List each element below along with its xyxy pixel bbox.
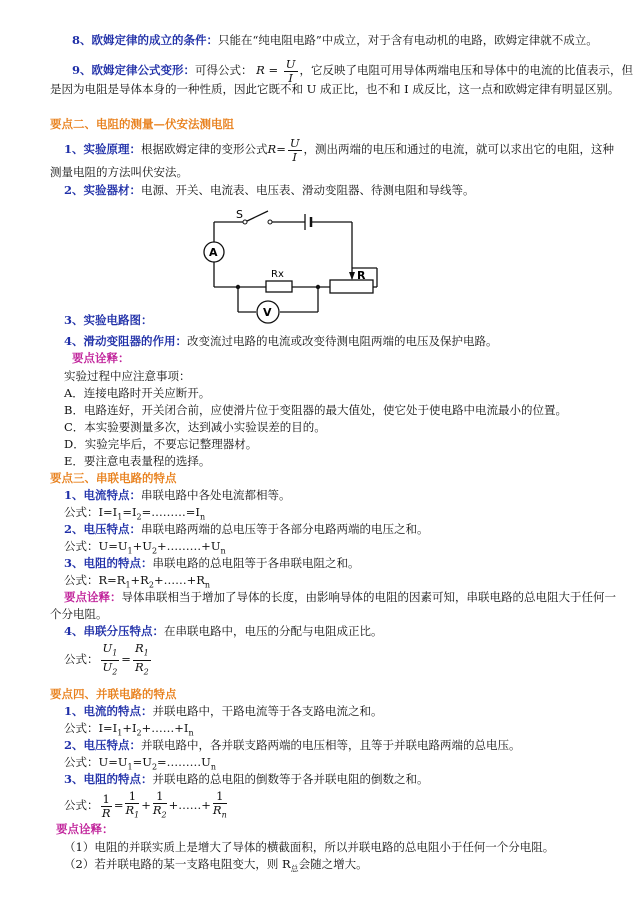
p3-item-4 [64,623,383,639]
junction-dot [316,285,320,289]
p4-item-2-text: 并联电路中，各并联支路两端的电压相等，且等于并联电路两端的总电压。 [141,738,521,752]
p4-item-1-title: 电流的特点 [83,704,142,718]
p2-note-0: 实验过程中应注意事项： [64,369,191,383]
formula-part: +………+U [157,539,221,553]
p4-item-3-title: 电阻的特点 [83,772,142,786]
p3-note-text: 导体串联相当于增加了导体的长度，由影响导体的电阻的因素可知，串联电路的总电阻大于任何一 [121,590,616,604]
p3-item-4-colon: ： [152,624,165,638]
p3-item-1-colon: ： [129,488,142,502]
resistor-rx [266,281,292,292]
p2-item-2-title: 实验器材 [83,183,130,197]
item-9-num: 9、 [72,63,92,77]
formula-part: +R [130,573,149,587]
p3-item-1-num: 1、 [64,488,84,502]
formula-sub: 1 [127,546,133,556]
p2-item-4 [64,333,498,349]
voltmeter-circle [257,301,279,323]
formula-sub: 1 [127,762,133,772]
formula-sub: n [188,728,194,738]
numerator: 1 [102,791,110,806]
p3-item-3-text: 串联电路的总电阻等于各串联电阻之和。 [152,556,360,570]
item-9-colon: ： [183,63,196,77]
numerator-u: U [285,56,296,71]
formula-sub: n [221,810,227,820]
denominator [133,661,151,678]
p2-item-1-pre: 根据欧姆定律的变形公式 [141,142,268,156]
note-text: （2）若并联电路的某一支路电阻变大，则 R [64,857,291,871]
p4-item-3-text: 并联电路的总电阻的倒数等于各并联电阻的倒数之和。 [152,772,429,786]
formula-sub: 1 [117,728,123,738]
p3-item-2-num: 2、 [64,522,84,536]
p4-note-label: 要点诠释： [56,822,114,836]
formula-prefix: 公式： [64,798,99,812]
formula-part: =………U [157,755,211,769]
formula-sub: 1 [125,580,131,590]
p2-item-1-colon: ： [129,142,142,156]
formula-prefix: 公式： [64,652,99,666]
formula-part: 公式：U=U [64,539,128,553]
fraction-1-over-rn [213,790,227,821]
denominator [125,804,139,821]
p4-item-1-text: 并联电路中，干路电流等于各支路电流之和。 [152,704,383,718]
formula-part: 公式：I=I [64,505,118,519]
numerator-u: U [289,135,300,150]
section-4-heading: 要点四、并联电路的特点 [50,687,177,701]
formula-sub: n [220,546,226,556]
rheostat-r [330,280,373,293]
p3-item-2-title: 电压特点 [83,522,130,536]
p3-item-2 [64,521,429,537]
formula-sub: 1 [112,648,118,658]
formula-sub: 2 [151,762,158,772]
section-3-heading: 要点三、串联电路的特点 [50,471,177,485]
formula-eq: = [121,652,131,666]
ammeter-label: A [209,246,218,259]
numerator: 1 [125,790,139,804]
p2-item-4-num: 4、 [64,334,84,348]
fraction-1-over-r [101,793,112,820]
p3-item-1 [64,487,291,503]
p2-note-label: 要点诠释： [72,351,130,365]
formula-sub: 2 [151,546,158,556]
formula-sub: 总 [290,864,299,874]
denominator [153,804,167,821]
fraction-r1-r2 [133,642,151,678]
p2-note-3: C．本实验要测量多次，达到减小实验误差的目的。 [64,420,326,434]
p2-note-4: D．实验完毕后，不要忘记整理器材。 [64,437,258,451]
p3-item-4-text: 在串联电路中，电压的分配与电阻成正比。 [164,624,383,638]
p3-note-line2: 个分电阻。 [50,607,108,621]
junction-dot [236,285,240,289]
section-2-heading: 要点二、电阻的测量—伏安法测电阻 [50,117,234,131]
voltmeter-label: V [263,306,272,319]
denominator [101,661,120,678]
formula-eq: = [268,63,279,77]
item-8-text: 只能在“纯电阻电路”中成立，对于含有电动机的电路，欧姆定律就不成立。 [218,33,598,47]
p4-item-2 [64,737,521,753]
p2-item-2 [64,182,475,198]
p4-item-2-colon: ： [129,738,142,752]
formula-sub: 1 [117,512,123,522]
symbol: U [102,659,113,674]
p4-item-1-colon: ： [141,704,153,718]
p2-item-3 [64,312,153,328]
item-9-pre: 可得公式： [195,63,253,77]
formula-dots: +……+ [168,798,211,812]
formula-part: 公式：R=R [64,573,126,587]
formula-r: R [267,142,277,156]
formula-u-over-i [288,137,302,164]
formula-sub: n [210,762,217,772]
p3-item-3-num: 3、 [64,556,84,570]
fraction-u1-u2 [101,642,120,678]
p3-item-2-text: 串联电路两端的总电压等于各部分电路两端的电压之和。 [141,522,429,536]
p2-note-5: E．要注意电表量程的选择。 [64,454,211,468]
denominator-i: I [292,149,297,164]
formula-r: R [256,63,265,77]
p3-item-3-title: 电阻的特点 [83,556,142,570]
p4-formula-3 [64,788,229,822]
formula-sub: 2 [136,512,142,522]
symbol: U [102,641,113,656]
p2-item-1-num: 1、 [64,142,84,156]
numerator [101,642,120,660]
formula-sub: n [204,580,211,590]
formula-part: =U [132,755,152,769]
p3-item-3 [64,555,360,571]
symbol: R [125,803,135,818]
item-9-line2: 是因为电阻是导体本身的一种性质，因此它既不和 U 成正比，也不和 I 成反比，这一点和欧姆定律有明显区别。 [50,82,620,96]
p3-formula-4 [64,642,153,678]
formula-sub: 1 [143,648,149,658]
symbol: R [152,803,162,818]
formula-part: +I [122,721,137,735]
fraction-1-over-r2 [153,790,167,821]
formula-sub: 2 [136,728,142,738]
p2-item-2-text: 电源、开关、电流表、电压表、滑动变阻器、待测电阻和导线等。 [141,183,475,197]
formula-sub: n [199,512,206,522]
denominator [213,804,227,821]
switch-label: S [236,208,243,221]
p2-item-4-title: 滑动变阻器的作用 [83,334,176,348]
p2-item-2-colon: ： [129,183,142,197]
item-8-num: 8、 [72,33,92,47]
p3-item-4-title: 串联分压特点 [83,624,153,638]
p2-item-1-post: ，测出两端的电压和通过的电流，就可以求出它的电阻，这种 [303,142,615,156]
formula-part: 公式：I=I [64,721,118,735]
formula-part: +……+I [141,721,189,735]
fraction-1-over-r1 [125,790,139,821]
p4-note-1: （1）电阻的并联实质上是增大了导体的横截面积，所以并联电路的总电阻小于任何一个分电阻。 [64,840,555,854]
p3-item-4-num: 4、 [64,624,84,638]
p3-note-label: 要点诠释： [64,590,122,604]
p3-note [64,589,616,605]
p4-item-2-num: 2、 [64,738,84,752]
p2-item-3-colon: ： [141,313,153,327]
numerator [133,642,151,660]
symbol: R [134,641,144,656]
ammeter-circle [204,242,224,262]
p2-item-3-num: 3、 [64,313,84,327]
formula-sub: 2 [161,810,167,820]
switch-blade [245,211,268,222]
formula-part: +……+R [153,573,205,587]
denominator: R [101,805,111,820]
p3-item-1-text: 串联电路中各处电流都相等。 [141,488,291,502]
p2-item-4-text: 改变流过电路的电流或改变待测电阻两端的电压及保护电路。 [187,334,498,348]
formula-eq: = [113,798,124,812]
p4-item-3-colon: ： [141,772,153,786]
item-9-post: ，它反映了电阻可用导体两端电压和导体中的电流的比值表示，但 [299,63,633,77]
p3-item-1-title: 电流特点 [83,488,130,502]
formula-sub: 2 [148,580,154,590]
p2-item-1 [64,134,614,164]
p4-item-3-num: 3、 [64,772,84,786]
denominator-i: I [288,70,293,85]
rheostat-label: R [357,269,366,282]
p2-item-3-title: 实验电路图 [83,313,142,327]
p3-item-2-colon: ： [129,522,142,536]
item-8-colon: ： [206,33,219,47]
note-text: 会随之增大。 [298,857,368,871]
item-8 [72,32,598,48]
p4-item-1-num: 1、 [64,704,84,718]
symbol: R [134,659,144,674]
formula-eq: = [276,142,286,156]
p2-item-1-line2: 测量电阻的方法叫伏安法。 [50,165,188,179]
p2-item-2-num: 2、 [64,183,84,197]
p2-item-1-title: 实验原理 [83,142,130,156]
item-8-title: 欧姆定律的成立的条件 [91,33,207,47]
formula-part: =I [122,505,137,519]
formula-sub: 2 [112,666,118,676]
p2-note-2: B．电路连好，开关闭合前，应使滑片位于变阻器的最大值处，使它处于使电路中电流最小的位置。 [64,403,567,417]
numerator: 1 [153,790,167,804]
p4-item-3 [64,771,429,787]
formula-sub: 1 [134,810,140,820]
symbol: R [212,803,222,818]
p4-item-1 [64,703,383,719]
numerator: 1 [213,790,227,804]
formula-sub: 2 [143,666,149,676]
p3-item-3-colon: ： [141,556,153,570]
slider-arrow [349,272,355,280]
switch-contact [243,220,247,224]
p2-item-4-colon: ： [175,334,188,348]
p2-note-1: A．连接电路时开关应断开。 [64,386,211,400]
formula-part: +U [132,539,152,553]
switch-contact [268,220,272,224]
p4-item-2-title: 电压特点 [83,738,130,752]
formula-part: =………=I [141,505,200,519]
p4-note-2 [64,856,368,877]
resistor-label: Rx [271,269,284,280]
formula-plus: + [141,798,151,812]
item-9-title: 欧姆定律公式变形 [91,63,184,77]
formula-part: 公式：U=U [64,755,128,769]
